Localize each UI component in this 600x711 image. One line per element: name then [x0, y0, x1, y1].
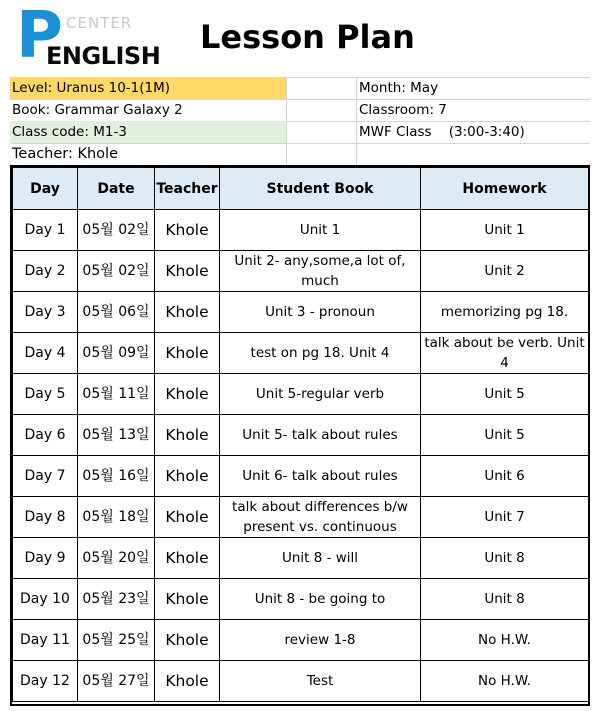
student-book-cell[interactable]: Test [220, 661, 421, 702]
teacher-cell[interactable]: Khole [155, 333, 220, 374]
student-book-cell[interactable]: test on pg 18. Unit 4 [220, 333, 421, 374]
day-cell[interactable]: Day 1 [13, 210, 78, 251]
column-header-student-book[interactable]: Student Book [220, 168, 421, 210]
info-row-3 [10, 121, 590, 144]
teacher-cell[interactable]: Khole [155, 661, 220, 702]
document-header [10, 0, 590, 78]
column-header-teacher[interactable]: Teacher [155, 168, 220, 210]
homework-cell[interactable]: Unit 8 [421, 538, 589, 579]
homework-cell[interactable]: No H.W. [421, 620, 589, 661]
table-row [13, 251, 589, 292]
homework-cell[interactable]: Unit 2 [421, 251, 589, 292]
day-cell[interactable]: Day 5 [13, 374, 78, 415]
table-row [13, 374, 589, 415]
homework-cell[interactable]: No H.W. [421, 661, 589, 702]
column-header-homework[interactable]: Homework [421, 168, 589, 210]
homework-cell[interactable]: Unit 5 [421, 374, 589, 415]
homework-cell[interactable]: Unit 7 [421, 497, 589, 538]
teacher-cell[interactable]: Teacher: Khole [12, 146, 119, 162]
student-book-cell[interactable]: Unit 8 - be going to [220, 579, 421, 620]
table-row [13, 538, 589, 579]
date-cell[interactable]: 05월 16일 [78, 456, 155, 497]
info-row-4 [10, 143, 590, 165]
homework-cell[interactable]: talk about be verb. Unit 4 [421, 333, 589, 374]
empty-cell[interactable] [286, 77, 357, 99]
lesson-plan-table-frame [10, 165, 590, 706]
date-cell[interactable]: 05월 23일 [78, 579, 155, 620]
teacher-cell[interactable]: Khole [155, 497, 220, 538]
empty-cell[interactable] [286, 99, 357, 121]
day-cell[interactable]: Day 12 [13, 661, 78, 702]
date-cell[interactable]: 05월 02일 [78, 210, 155, 251]
schedule-cell[interactable]: MWF Class (3:00-3:40) [356, 121, 590, 143]
day-cell[interactable]: Day 7 [13, 456, 78, 497]
table-body [13, 210, 589, 702]
date-cell[interactable]: 05월 09일 [78, 333, 155, 374]
table-row [13, 210, 589, 251]
teacher-cell[interactable]: Khole [155, 620, 220, 661]
table-row [13, 292, 589, 333]
table-row [13, 620, 589, 661]
month-cell[interactable]: Month: May [356, 77, 590, 99]
level-cell[interactable]: Level: Uranus 10-1(1M) [10, 77, 286, 99]
logo-center-text: CENTER [66, 14, 133, 32]
table-row [13, 333, 589, 374]
date-cell[interactable]: 05월 18일 [78, 497, 155, 538]
teacher-cell[interactable]: Khole [155, 374, 220, 415]
homework-cell[interactable]: Unit 8 [421, 579, 589, 620]
page-title: Lesson Plan [200, 18, 415, 56]
date-cell[interactable]: 05월 13일 [78, 415, 155, 456]
homework-cell[interactable]: Unit 5 [421, 415, 589, 456]
date-cell[interactable]: 05월 06일 [78, 292, 155, 333]
day-cell[interactable]: Day 3 [13, 292, 78, 333]
teacher-cell[interactable]: Khole [155, 456, 220, 497]
date-cell[interactable]: 05월 20일 [78, 538, 155, 579]
homework-cell[interactable]: memorizing pg 18. [421, 292, 589, 333]
homework-cell[interactable]: Unit 1 [421, 210, 589, 251]
day-cell[interactable]: Day 4 [13, 333, 78, 374]
day-cell[interactable]: Day 2 [13, 251, 78, 292]
teacher-cell[interactable]: Khole [155, 538, 220, 579]
student-book-cell[interactable]: Unit 5- talk about rules [220, 415, 421, 456]
logo [14, 0, 161, 73]
empty-cell[interactable] [286, 143, 357, 165]
column-header-day[interactable]: Day [13, 168, 78, 210]
empty-cell[interactable] [356, 143, 590, 165]
day-cell[interactable]: Day 9 [13, 538, 78, 579]
table-row [13, 497, 589, 538]
table-row [13, 456, 589, 497]
class-code-cell[interactable]: Class code: M1-3 [10, 121, 286, 143]
table-row [13, 579, 589, 620]
day-cell[interactable]: Day 10 [13, 579, 78, 620]
column-header-date[interactable]: Date [78, 168, 155, 210]
book-cell[interactable]: Book: Grammar Galaxy 2 [12, 102, 183, 118]
teacher-cell[interactable]: Khole [155, 210, 220, 251]
lesson-plan-table [12, 167, 589, 702]
student-book-cell[interactable]: review 1-8 [220, 620, 421, 661]
table-header-row [13, 168, 589, 210]
date-cell[interactable]: 05월 25일 [78, 620, 155, 661]
student-book-cell[interactable]: Unit 2- any,some,a lot of, much [220, 251, 421, 292]
student-book-cell[interactable]: Unit 5-regular verb [220, 374, 421, 415]
student-book-cell[interactable]: Unit 6- talk about rules [220, 456, 421, 497]
day-cell[interactable]: Day 6 [13, 415, 78, 456]
date-cell[interactable]: 05월 27일 [78, 661, 155, 702]
logo-english-text: ENGLISH [46, 42, 161, 70]
empty-cell[interactable] [286, 121, 357, 143]
logo-letter: P [16, 0, 61, 73]
classroom-cell[interactable]: Classroom: 7 [356, 99, 590, 121]
table-row [13, 415, 589, 456]
student-book-cell[interactable]: Unit 8 - will [220, 538, 421, 579]
homework-cell[interactable]: Unit 6 [421, 456, 589, 497]
teacher-cell[interactable]: Khole [155, 251, 220, 292]
date-cell[interactable]: 05월 02일 [78, 251, 155, 292]
student-book-cell[interactable]: Unit 1 [220, 210, 421, 251]
student-book-cell[interactable]: Unit 3 - pronoun [220, 292, 421, 333]
day-cell[interactable]: Day 8 [13, 497, 78, 538]
teacher-cell[interactable]: Khole [155, 415, 220, 456]
date-cell[interactable]: 05월 11일 [78, 374, 155, 415]
teacher-cell[interactable]: Khole [155, 579, 220, 620]
info-row-2 [10, 99, 590, 122]
info-row-1 [10, 77, 590, 100]
day-cell[interactable]: Day 11 [13, 620, 78, 661]
table-row [13, 661, 589, 702]
student-book-cell[interactable]: talk about differences b/w present vs. continuous [220, 497, 421, 538]
teacher-cell[interactable]: Khole [155, 292, 220, 333]
